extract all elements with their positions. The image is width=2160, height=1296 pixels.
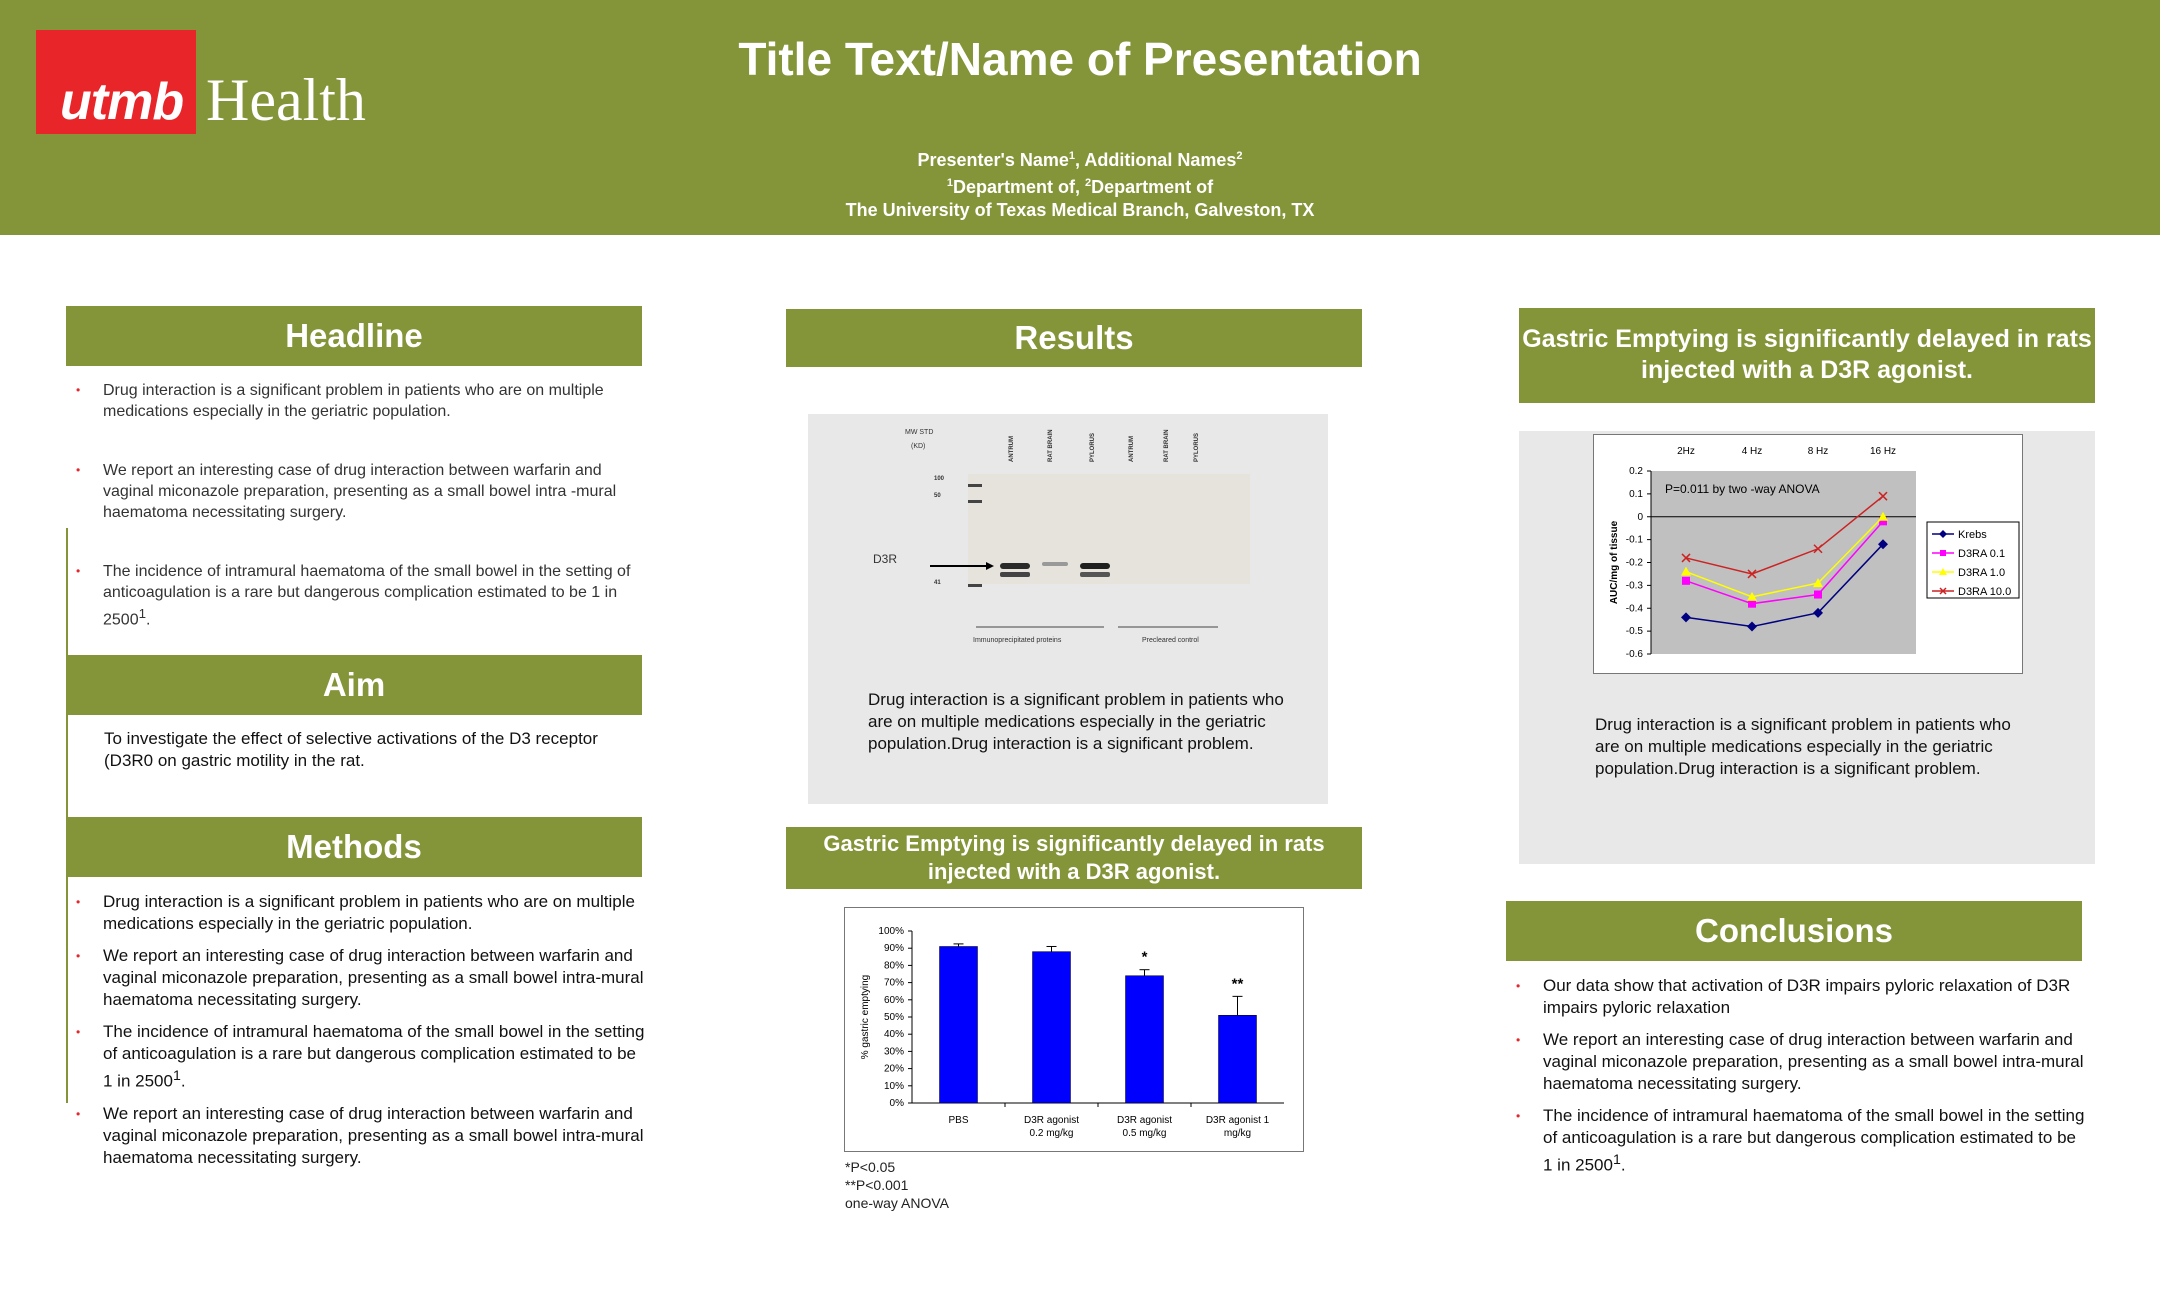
logo-utmb-text: utmb <box>60 73 184 131</box>
x-category-label: 4 Hz <box>1741 446 1763 457</box>
right-chart-heading: Gastric Emptying is significantly delayed in rats injected with a D3R agonist. <box>1519 308 2095 403</box>
x-tick-label: D3R agonist <box>1116 1115 1173 1126</box>
y-tick-label: 90% <box>883 943 904 955</box>
line-chart-container <box>1593 434 2023 674</box>
methods-bullet-4: We report an interesting case of drug interaction between warfarin and vaginal miconazole preparation, presenting as a small bowel intra-mural haematoma necessitating surgery. <box>103 1103 644 1167</box>
conclusion-bullet-2: We report an interesting case of drug interaction between warfarin and vaginal miconazole preparation, presenting as a small bowel intra-mural haematoma necessitating surgery. <box>1543 1030 2084 1093</box>
mw-marker-label: 50 <box>934 493 941 499</box>
mw-label: MW STD <box>905 429 934 436</box>
poster-title: Title Text/Name of Presentation <box>738 33 1422 85</box>
citation-sup: 1 <box>1612 1152 1621 1168</box>
x-tick-label: 0.2 mg/kg <box>1029 1128 1074 1139</box>
additional-names: , Additional Names <box>1075 150 1237 170</box>
d3r-band-label: D3R <box>873 552 898 566</box>
x-category-label: 8 Hz <box>1807 446 1829 457</box>
list-item <box>66 380 646 422</box>
mw-marker-label: 41 <box>934 580 941 586</box>
significance-mark: ** <box>1231 975 1244 993</box>
western-blot-svg <box>808 414 1328 654</box>
x-tick-label: mg/kg <box>1223 1128 1252 1139</box>
data-point <box>1814 591 1822 599</box>
ladder-band <box>968 484 982 487</box>
citation-sup: 1 <box>138 606 147 621</box>
results-text: Drug interaction is a significant problem in patients who are on multiple medications especially in the geriatric population.Drug interaction is a significant problem. <box>868 690 1284 753</box>
list-item <box>66 945 646 1011</box>
headline-bullet-3: The incidence of intramural haematoma of the small bowel in the setting of anticoagulation is a rare but dangerous complication estimated to be 1 in 2500 <box>103 563 631 629</box>
y-tick-label: 80% <box>883 960 904 972</box>
mid-chart-footnotes <box>845 1158 949 1212</box>
bar <box>940 946 978 1103</box>
headline-bullet-1: Drug interaction is a significant problem in patients who are on multiple medications especially in the geriatric population. <box>103 382 604 420</box>
data-point <box>1748 600 1756 608</box>
y-tick-label: -0.5 <box>1625 626 1643 638</box>
bar <box>1033 952 1071 1103</box>
x-tick-label: D3R agonist <box>1023 1115 1080 1126</box>
protein-band <box>1000 572 1030 577</box>
anova-annotation: P=0.011 by two -way ANOVA <box>1665 482 1820 496</box>
ladder-band <box>968 584 982 587</box>
y-tick-label: 40% <box>883 1029 904 1041</box>
logo-health-text: Health <box>206 67 366 133</box>
protein-band <box>1042 562 1068 566</box>
y-tick-label: 20% <box>883 1063 904 1075</box>
methods-heading: Methods <box>66 817 642 877</box>
presenter-name: Presenter's Name <box>917 150 1069 170</box>
bar <box>1126 976 1164 1103</box>
y-tick-label: 30% <box>883 1046 904 1058</box>
list-item <box>1506 1105 2086 1177</box>
bar <box>1219 1015 1257 1103</box>
lane-label: PYLORUS <box>1090 432 1096 462</box>
list-item <box>66 1103 646 1169</box>
conclusion-bullet-3: The incidence of intramural haematoma of the small bowel in the setting of anticoagulation is a rare but dangerous complication estimated to be 1 in 2500 <box>1543 1106 2085 1175</box>
headline-heading: Headline <box>66 306 642 366</box>
y-tick-label: 0.2 <box>1629 466 1643 477</box>
y-tick-label: 60% <box>883 994 904 1006</box>
citation-sup: 1 <box>172 1068 181 1084</box>
lane-label: ANTRUM <box>1009 436 1015 462</box>
legend-label: D3RA 10.0 <box>1958 586 2012 598</box>
headline-bullet-2: We report an interesting case of drug interaction between warfarin and vaginal miconazole preparation, presenting as a small bowel intra -mural haematoma necessitating surgery. <box>103 462 617 521</box>
list-item <box>66 891 646 935</box>
list-item <box>66 460 646 523</box>
group-label-left: Immunoprecipitated proteins <box>973 637 1062 644</box>
x-tick-label: 0.5 mg/kg <box>1122 1128 1167 1139</box>
bullet-end: . <box>146 611 151 629</box>
protein-band <box>1000 563 1030 569</box>
legend-marker <box>1940 550 1946 556</box>
y-tick-label: -0.2 <box>1625 557 1643 569</box>
affil-sup: 1 <box>946 177 953 189</box>
aim-text: To investigate the effect of selective activations of the D3 receptor (D3R0 on gastric motility in the rat. <box>104 729 598 770</box>
aim-heading: Aim <box>66 655 642 715</box>
legend-label: Krebs <box>1958 529 1987 541</box>
authors-block <box>600 145 1560 222</box>
affil-sup: 2 <box>1236 150 1243 162</box>
footnote: *P<0.05 <box>845 1159 896 1175</box>
legend-label: D3RA 1.0 <box>1958 567 2006 579</box>
list-item <box>66 561 646 630</box>
conclusions-heading: Conclusions <box>1506 901 2082 961</box>
methods-bullet-2: We report an interesting case of drug interaction between warfarin and vaginal miconazole preparation, presenting as a small bowel intra-mural haematoma necessitating surgery. <box>103 946 644 1009</box>
protein-band <box>1080 572 1110 577</box>
methods-bullet-3: The incidence of intramural haematoma of the small bowel in the setting of anticoagulation is a rare but dangerous complication estimated to be 1 in 2500 <box>103 1022 645 1091</box>
y-tick-label: 0% <box>889 1098 904 1109</box>
lane-label: RAT BRAIN <box>1048 429 1054 462</box>
institution: The University of Texas Medical Branch, Galveston, TX <box>845 200 1315 220</box>
right-chart-text: Drug interaction is a significant problem in patients who are on multiple medications especially in the geriatric population.Drug interaction is a significant problem. <box>1595 715 2011 778</box>
y-tick-label: -0.6 <box>1625 649 1643 660</box>
protein-band <box>1080 563 1110 569</box>
x-category-label: 2Hz <box>1677 446 1695 457</box>
methods-list <box>66 891 646 1179</box>
y-axis-label: AUC/mg of tissue <box>1609 520 1620 605</box>
y-tick-label: 10% <box>883 1080 904 1092</box>
footnote: one-way ANOVA <box>845 1195 950 1211</box>
y-tick-label: 100% <box>878 926 904 937</box>
lane-label: PYLORUS <box>1194 432 1200 462</box>
y-tick-label: -0.3 <box>1625 580 1643 592</box>
y-tick-label: -0.1 <box>1625 534 1643 546</box>
list-item <box>66 1021 646 1093</box>
department-line <box>600 172 1560 199</box>
y-tick-label: 50% <box>883 1012 904 1023</box>
mid-chart-heading: Gastric Emptying is significantly delayed in rats injected with a D3R agonist. <box>786 827 1362 889</box>
bullet-end: . <box>1620 1155 1626 1175</box>
conclusions-list <box>1506 975 2086 1187</box>
y-tick-label: 70% <box>883 977 904 989</box>
lane-label: RAT BRAIN <box>1164 429 1170 462</box>
legend-label: D3RA 0.1 <box>1958 548 2006 560</box>
y-tick-label: 0.1 <box>1629 488 1643 500</box>
author-line <box>600 145 1560 172</box>
affil-sup: 1 <box>1068 150 1075 162</box>
mw-unit-label: (KD) <box>911 443 926 450</box>
results-heading: Results <box>786 309 1362 367</box>
group-label-right: Precleared control <box>1142 637 1199 644</box>
bar-chart-container <box>844 907 1304 1152</box>
y-tick-label: 0 <box>1637 511 1643 523</box>
list-item <box>1506 1029 2086 1095</box>
auc-line-chart <box>1593 434 2023 674</box>
lane-labels <box>1009 429 1200 462</box>
data-point <box>1682 577 1690 585</box>
headline-list <box>66 380 646 668</box>
significance-mark: * <box>1141 948 1148 966</box>
department-1: Department of, <box>952 177 1085 197</box>
lane-label: ANTRUM <box>1129 436 1135 462</box>
x-category-label: 16 Hz <box>1869 446 1897 457</box>
methods-bullet-1: Drug interaction is a significant problem in patients who are on multiple medications especially in the geriatric population. <box>103 892 635 933</box>
conclusion-bullet-1: Our data show that activation of D3R impairs pyloric relaxation of D3R impairs pyloric relaxation <box>1543 976 2071 1017</box>
western-blot-figure <box>808 414 1328 654</box>
y-tick-label: -0.4 <box>1625 603 1643 615</box>
gastric-emptying-bar-chart <box>844 907 1304 1152</box>
x-tick-label: D3R agonist 1 <box>1205 1115 1270 1126</box>
ladder-band <box>968 500 982 503</box>
y-axis-label: % gastric emptying <box>860 974 871 1060</box>
mw-marker-label: 100 <box>934 476 945 482</box>
list-item <box>1506 975 2086 1019</box>
department-2: Department of <box>1091 177 1214 197</box>
affil-sup: 2 <box>1085 177 1092 189</box>
x-tick-label: PBS <box>948 1115 969 1126</box>
footnote: **P<0.001 <box>845 1177 909 1193</box>
bullet-end: . <box>180 1071 186 1091</box>
